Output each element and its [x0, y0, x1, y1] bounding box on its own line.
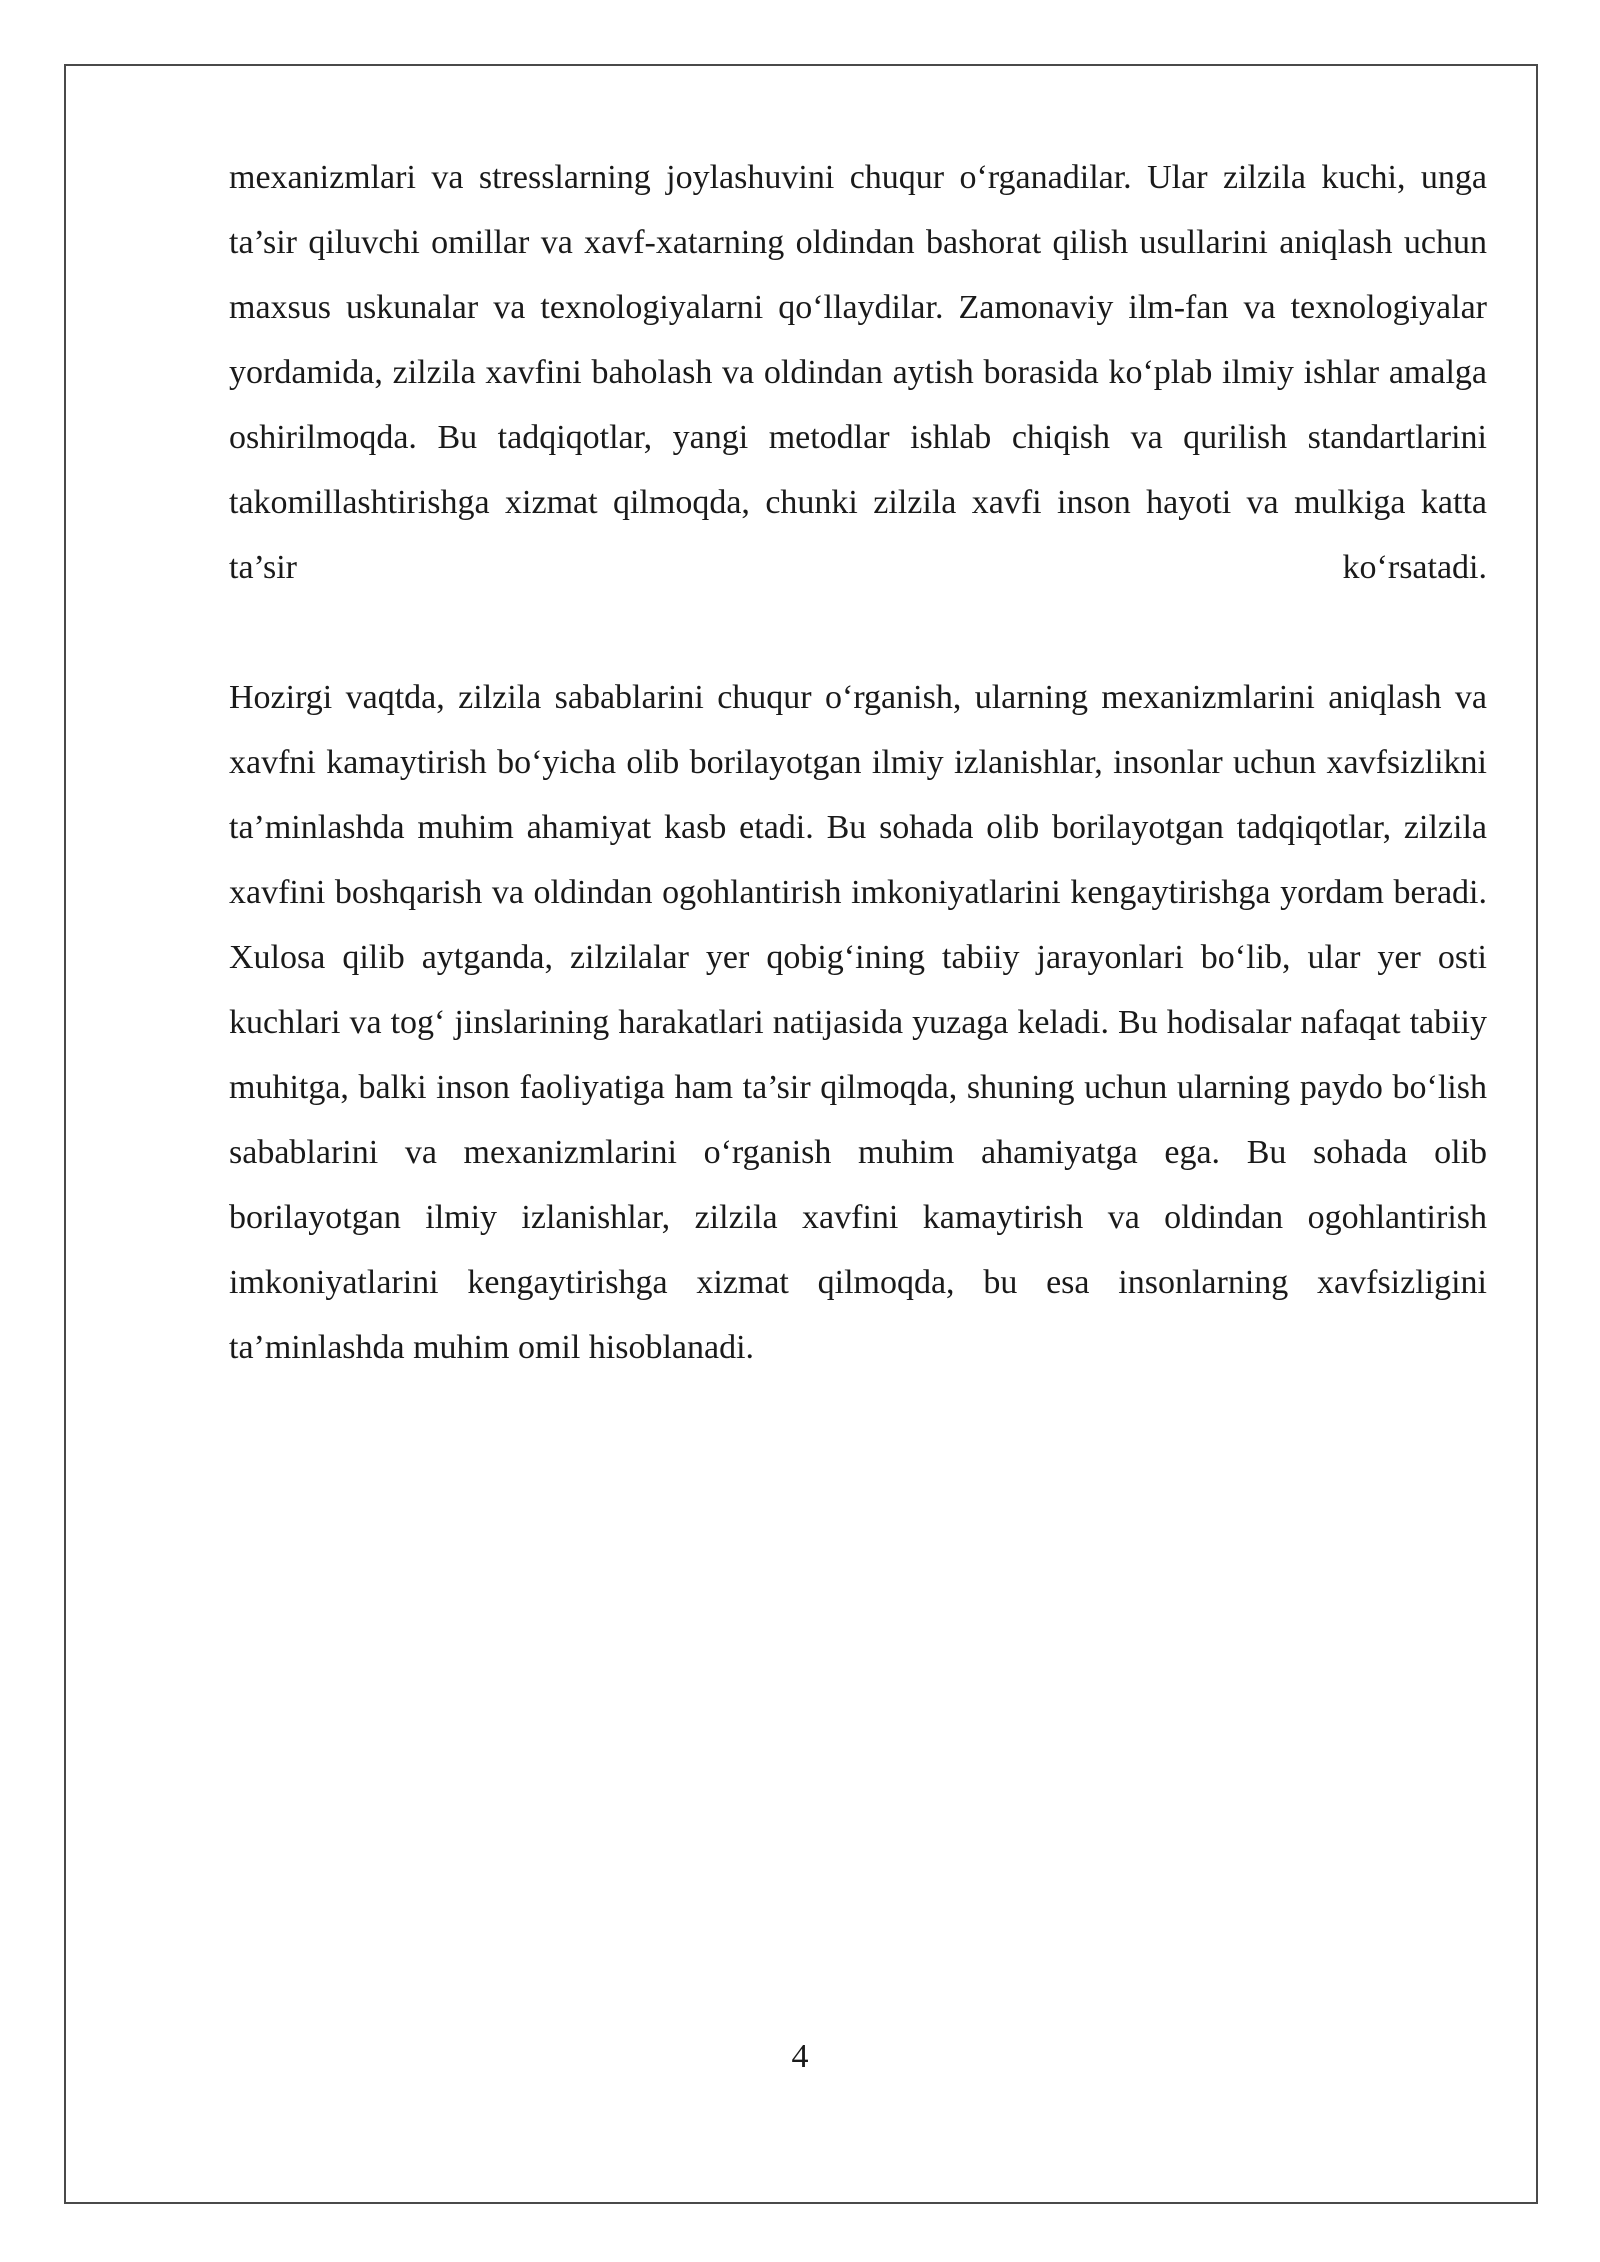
paragraph-2: Hozirgi vaqtda, zilzila sabablarini chuqur o‘rganish, ularning mexanizmlarini aniqlash va xavfni kamaytirish bo‘yicha olib borilayotgan ilmiy izlanishlar, insonlar uchun xavfsizlikni ta’minlashda muhim ahamiyat kasb etadi. Bu sohada olib borilayotgan tadqiqotlar, zilzila xavfini boshqarish va oldindan ogohlantirish imkoniyatlarini kengaytirishga yordam beradi. Xulosa qilib aytganda, zilzilalar yer qobig‘ining tabiiy jarayonlari bo‘lib, ular yer osti kuchlari va tog‘ jinslarining harakatlari natijasida yuzaga keladi. Bu hodisalar nafaqat tabiiy muhitga, balki inson faoliyatiga ham ta’sir qilmoqda, shuning uchun ularning paydo bo‘lish sabablarini va mexanizmlarini o‘rganish muhim ahamiyatga ega. Bu sohada olib borilayotgan ilmiy izlanishlar, zilzila xavfini kamaytirish va oldindan ogohlantirish imkoniyatlarini kengaytirishga xizmat qilmoqda, bu esa insonlarning xavfsizligini ta’minlashda muhim omil hisoblanadi.	[229, 679, 1487, 1366]
paragraph-spacer	[229, 600, 1487, 665]
body-text	[229, 145, 1487, 1380]
paragraph-1: mexanizmlari va stresslarning joylashuvini chuqur o‘rganadilar. Ular zilzila kuchi, unga ta’sir qiluvchi omillar va xavf-xatarning oldindan bashorat qilish usullarini aniqlash uchun maxsus uskunalar va texnologiyalarni qo‘llaydilar. Zamonaviy ilm-fan va texnologiyalar yordamida, zilzila xavfini baholash va oldindan aytish borasida ko‘plab ilmiy ishlar amalga oshirilmoqda. Bu tadqiqotlar, yangi metodlar ishlab chiqish va qurilish standartlarini takomillashtirishga xizmat qilmoqda, chunki zilzila xavfi inson hayoti va mulkiga katta ta’sir ko‘rsatadi.	[229, 159, 1487, 586]
page-number: 4	[791, 2038, 809, 2075]
